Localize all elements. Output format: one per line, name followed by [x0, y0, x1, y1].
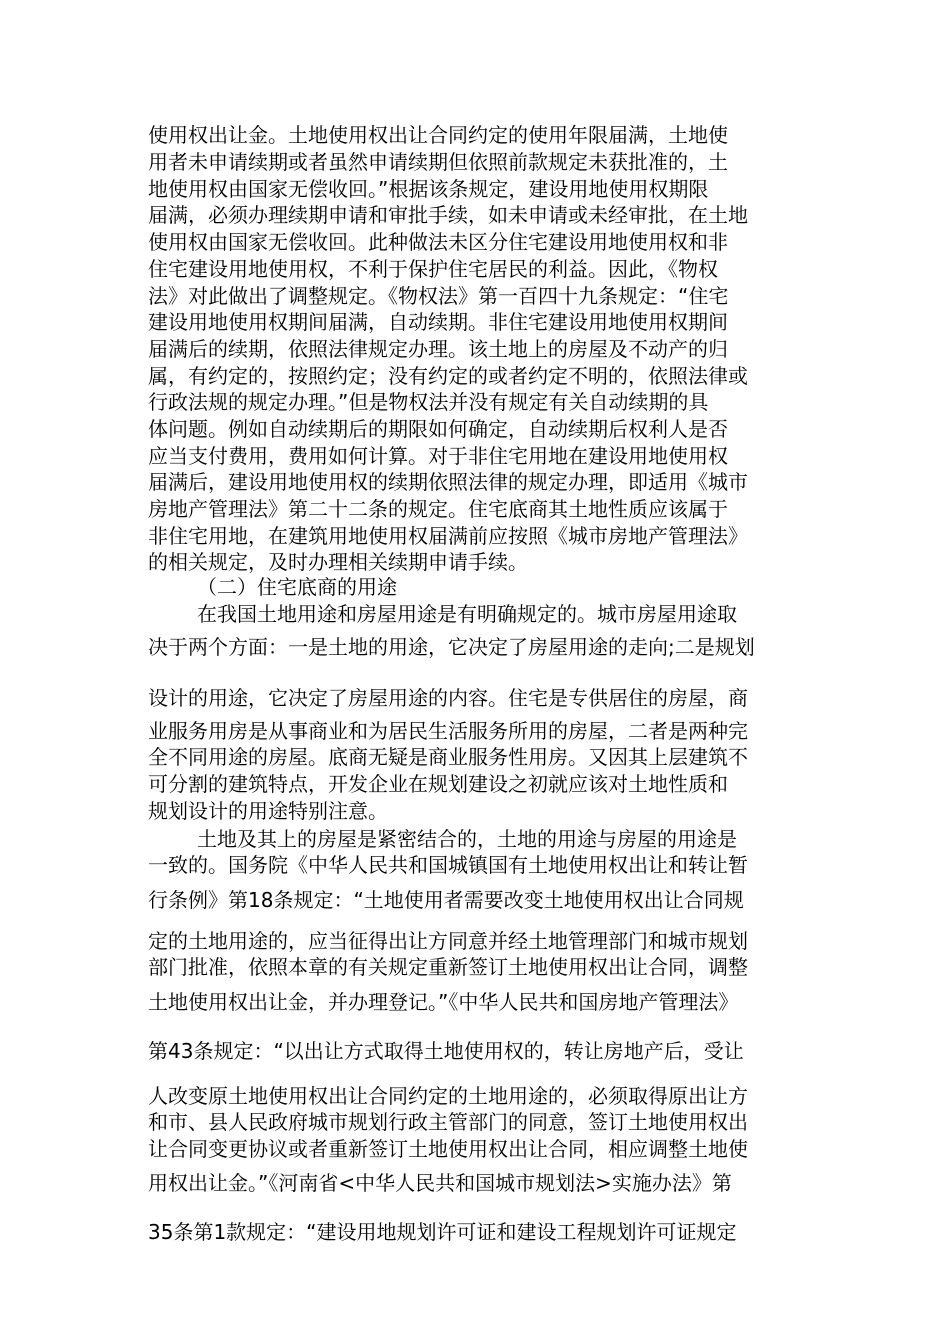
text-line: 的相关规定，及时办理相关续期申请手续。 [148, 550, 528, 574]
text-line: 届满后的续期，依照法律规定办理。该土地上的房屋及不动产的归 [148, 337, 728, 361]
text-line: 全不同用途的房屋。底商无疑是商业服务性用房。又因其上层建筑不 [148, 745, 748, 769]
text-line: 属，有约定的，按照约定；没有约定的或者约定不明的，依照法律或 [148, 364, 748, 388]
text-line: 住宅建设用地使用权，不利于保护住宅居民的利益。因此，《物权 [148, 257, 718, 281]
text-line: 土地使用权出让金，并办理登记。”《中华人民共和国房地产管理法》 [148, 990, 739, 1014]
text-line: 让合同变更协议或者重新签订土地使用权出让合同，相应调整土地使 [148, 1137, 748, 1161]
text-line: 一致的。国务院《中华人民共和国城镇国有土地使用权出让和转让暂 [148, 853, 748, 877]
text-line: 体问题。例如自动续期后的期限如何确定，自动续期后权利人是否 [148, 417, 728, 441]
text-line: 非住宅用地，在建筑用地使用权届满前应按照《城市房地产管理法》 [148, 524, 748, 548]
text-line: 届满后，建设用地使用权的续期依照法律的规定办理，即适用《城市 [148, 470, 748, 494]
text-line: 设计的用途，它决定了房屋用途的内容。住宅是专供居住的房屋，商 [148, 686, 748, 710]
text-line: 和市、县人民政府城市规划行政主管部门的同意，签订土地使用权出 [148, 1110, 748, 1134]
text-line: 使用权由国家无偿收回。此种做法未区分住宅建设用地使用权和非 [148, 230, 728, 254]
text-line: 可分割的建筑特点，开发企业在规划建设之初就应该对土地性质和 [148, 772, 728, 796]
text-line: 用者未申请续期或者虽然申请续期但依照前款规定未获批准的，土 [148, 150, 728, 174]
text-line: 用权出让金。”《河南省<中华人民共和国城市规划法>实施办法》第 [148, 1171, 732, 1195]
text-line: 在我国土地用途和房屋用途是有明确规定的。城市房屋用途取 [197, 602, 737, 626]
text-line: 届满，必须办理续期申请和审批手续，如未申请或未经审批，在土地 [148, 203, 748, 227]
text-line: 规划设计的用途特别注意。 [148, 799, 388, 823]
text-line: 行政法规的规定办理。”但是物权法并没有规定有关自动续期的具 [148, 390, 709, 414]
text-line: 土地及其上的房屋是紧密结合的，土地的用途与房屋的用途是 [197, 827, 737, 851]
text-line: 建设用地使用权期间届满，自动续期。非住宅建设用地使用权期间 [148, 310, 728, 334]
text-line: 第43条规定：“以出让方式取得土地使用权的，转让房地产后，受让 [148, 1039, 744, 1063]
text-line: 行条例》第18条规定：“土地使用者需要改变土地使用权出让合同规 [148, 888, 744, 912]
text-line: 应当支付费用，费用如何计算。对于非住宅用地在建设用地使用权 [148, 444, 728, 468]
text-line: 房地产管理法》第二十二条的规定。住宅底商其土地性质应该属于 [148, 497, 728, 521]
text-line: 使用权出让金。土地使用权出让合同约定的使用年限届满，土地使 [148, 123, 728, 147]
text-line: 法》对此做出了调整规定。《物权法》第一百四十九条规定：“住宅 [148, 284, 729, 308]
text-line: 人改变原土地使用权出让合同约定的土地用途的，必须取得原出让方 [148, 1084, 748, 1108]
text-line: 部门批准，依照本章的有关规定重新签订土地使用权出让合同，调整 [148, 955, 748, 979]
text-line: 业服务用房是从事商业和为居民生活服务所用的房屋，二者是两种完 [148, 719, 748, 743]
text-line: 决于两个方面：一是土地的用途，它决定了房屋用途的走向;二是规划 [148, 635, 755, 659]
section-heading: （二）住宅底商的用途 [197, 575, 397, 599]
text-line: 35条第1款规定：“建设用地规划许可证和建设工程规划许可证规定 [148, 1220, 737, 1244]
text-line: 地使用权由国家无偿收回。”根据该条规定，建设用地使用权期限 [148, 177, 709, 201]
text-line: 定的土地用途的，应当征得出让方同意并经土地管理部门和城市规划 [148, 929, 748, 953]
